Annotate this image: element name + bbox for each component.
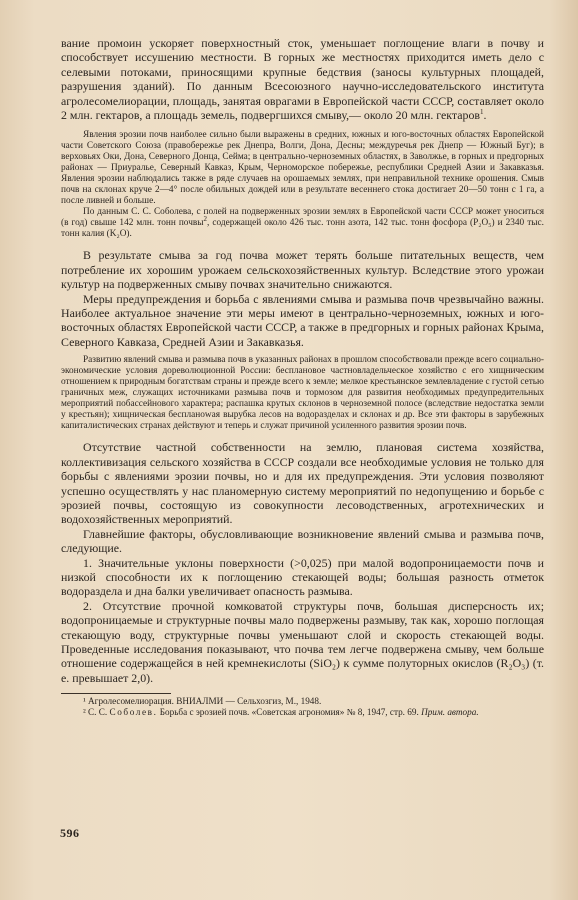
footnote-ref-1: 1 — [480, 108, 484, 117]
small-paragraph-2-end: , содержащей около 426 тыс. тонн азота, 142 тыс. тонн фосфора (P₂O₅) и 2340 тыс. тонн калия (K₂O). — [61, 218, 544, 240]
page-number: 596 — [60, 826, 80, 840]
paragraph-4: Отсутствие частной собственности на землю, плановая система хозяйства, коллективизация сельского хозяйства в СССР создали все необходимые условия не только для борьбы с явлениями эрозии почвы, но и для их предупреждения. Эти условия позволяют успешно осуществлять у нас планомерную систему мероприятий по недопущению и борьбе с эрозией почвы, состоящую из совокупности лесоводственных, агротехнических и водохозяйственных мероприятий. — [61, 440, 544, 527]
footnote-2-author: Соболев. — [109, 707, 158, 718]
footnote-2-text: Борьба с эрозией почв. «Советская агрономия» № 8, 1947, стр. 69. — [157, 707, 422, 718]
footnote-ref-2: 2 — [203, 215, 208, 224]
paragraph-6: 1. Значительные уклоны поверхности (>0,025) при малой водопроницаемости почв и низкой способности их к поглощению стекающей воды; большая разность отметок водораздела и дна балки увеличивает опасность размыва. — [61, 555, 544, 599]
paragraph-5: Главнейшие факторы, обусловливающие возникновение явлений смыва и размыва почв, следующие. — [61, 526, 544, 556]
paragraph-1-end: . — [483, 108, 487, 123]
footnote-2-note: Прим. автора. — [421, 707, 479, 718]
small-paragraph-2 — [61, 207, 544, 240]
paragraph-2: В результате смыва за год почва может терять больше питательных веществ, чем потребление их хорошим урожаем сельскохозяйственных культур. Вследствие этого урожаи культур на подверженных смыву почвах значительно снижаются. — [61, 248, 544, 292]
footnote-2-number: ² С. С. — [83, 707, 110, 718]
small-paragraph-1: Явления эрозии почв наиболее сильно были выражены в средних, южных и юго-восточных областях Европейской части Советского Союза (правобережье рек Днепра, Волги, Дона, Десны; междуречья рек Днепр — Южный Буг); в верховьях Оки, Дона, Северного Донца, Сейма; в центрально-черноземных областях, в Заволжье, в горных и предгорных районах — Приуралье, Северный Кавказ, Крым, Черноморское побережье, республики Средней Азии и Закавказья. Явления эрозии наблюдались также в ряде случаев на орошаемых землях, при неправильной технике орошения. Смыв почв на склонах круче 2—4° после обильных дождей или в результате весеннего стока достигает 20—50 тонн с 1 га, а после ливней и больше. — [61, 130, 544, 207]
footnote-2 — [61, 707, 544, 718]
small-paragraph-3: Развитию явлений смыва и размыва почв в указанных районах в прошлом способствовали прежде всего социально-экономические условия дореволюционной России: бесплановое частновладельческое хозяйство с его хищническим отношением к природным богатствам страны и прежде всего к земле; мелкое крестьянское землевладение с густой сетью граничных меж, служащих источниками размыва почв и тормозом для развития необходимых предупредительных мероприятий побассейнового характера; распашка крутых склонов в черноземной полосе (вследствие недостатка земли у крестьян); хищническая беспланowая вырубка лесов на водоразделах и склонах и др. Все эти факторы в зарубежных капиталистических странах действуют и теперь и служат причиной усиленного развития эрозии почв. — [61, 355, 544, 432]
paragraph-3: Меры предупреждения и борьба с явлениями смыва и размыва почв чрезвычайно важны. Наиболее актуальное значение эти меры имеют в центрально-черноземных, южных и юго-восточных областях Европейской части СССР, а также в предгорных и горных районах Крыма, Северного Кавказа, Средней Азии и Закавказья. — [61, 291, 544, 349]
footnote-1: ¹ Агролесомелиорация. ВНИАЛМИ — Сельхозгиз, М., 1948. — [83, 696, 322, 707]
paragraph-7: 2. Отсутствие прочной комковатой структуры почв, большая дисперсность их; водопроницаемые и структурные почвы мало подвержены размыву, так как, хорошо поглощая стекающую воду, структурные почвы уменьшают слой и скорость стекающей воды. Проведенные исследования показывают, что почва тем легче подвержена смыву, чем больше отношение содержащейся в ней кремнекислоты (SiO₂) к сумме полуторных окислов (R₂O₃) (т. е. превышает 2,0). — [61, 598, 544, 685]
footnote-divider — [61, 693, 171, 694]
paragraph-1-text: вание промоин ускоряет поверхностный сток, уменьшает поглощение влаги в почву и способствует иссушению местности. В горных же местностях приходится иметь дело с селевыми потоками, приносящими крупные бедствия (заносы культурных площадей, разрушения зданий). По данным Всесоюзного научно-исследовательского института агролесомелиорации, площадь, занятая оврагами в Европейской части СССР, составляет около 2 млн. гектаров, а площадь земель, подвергшихся смыву,— около 20 млн. гектаров — [61, 36, 544, 123]
small-paragraph-2-text: По данным С. С. Соболева, с полей на подверженных эрозии землях в Европейской части СССР может уноситься (в год) свыше 142 млн. тонн почвы — [61, 207, 544, 229]
paragraph-1 — [61, 36, 544, 122]
